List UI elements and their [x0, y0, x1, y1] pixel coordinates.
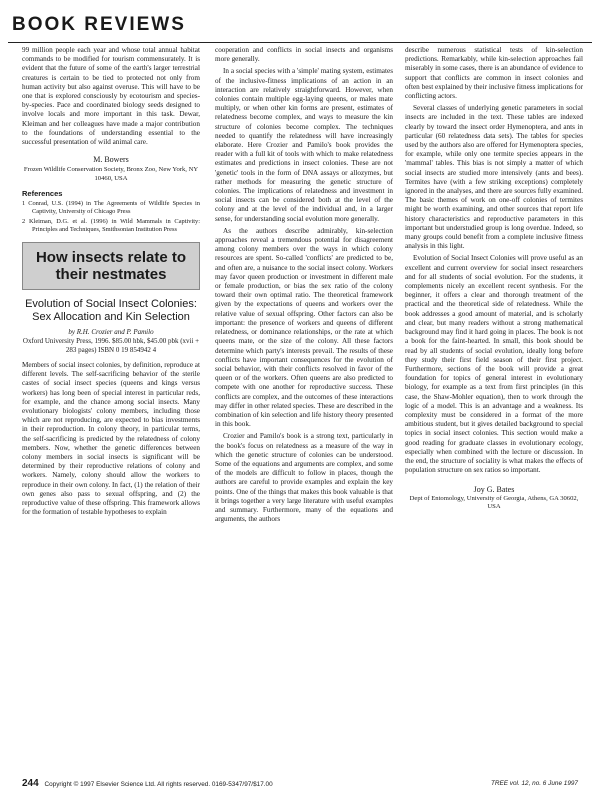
- page-header: [8, 8, 592, 43]
- review-paragraph: Crozier and Pamilo's book is a strong text, particularly in the book's focus on relatedness as a measure of the way in which the genetic structure of colonies can be understood. Some of the equations and arguments are complex, and some of the models are difficult to follow in places, though the authors are careful to provide examples and explain the key points. One of the things that makes this book valuable is that it brings together a very large literature with useful examples and summary. Furthermore, many of the equations and arguments, the authors: [215, 432, 393, 524]
- review-paragraph: cooperation and conflicts in social insects and organisms more generally.: [215, 46, 393, 64]
- review-body-text: Members of social insect colonies, by definition, reproduce at different levels. The self-sacrificing behavior of the sterile castes of social insect species (queens and kings versus workers) has long been of special interest in particular reds, for example, and the chance among social insects. Many evolutionary biologists' colony members, including those which are not reproducing, are expected to bias investments in their reproduction. In colony theory, in particular terms, the self-sacrificing is predicted by the relatedness of colony members. Now, whether the genetic differences between colony members in social insects is significant will be determined by their reproductive relations of colony and workers. Namely, colony should allow the workers to reproduce in their own colony. In fact, (1) the relation of their own genes also pass to sexual offspring, and (2) the reproductive value of these offspring. This framework allows for the formation of testable hypotheses to explain: [22, 361, 200, 517]
- reviewer-name: Joy G. Bates: [473, 485, 515, 495]
- review-paragraph: describe numerous statistical tests of kin-selection predictions. Remarkably, while kin-selection approaches fail miserably in some cases, there is an abundance of evidence to support that conflicts are common in insect colonies and often best explained by their inclusive fitness implications for conflicting actors.: [405, 46, 583, 101]
- review-body-paragraph: [22, 361, 200, 517]
- book-publisher: Oxford University Press, 1996. $85.00 hbk, $45.00 pbk (xvii + 283 pages) ISBN 0 19 854942 4: [22, 337, 200, 355]
- review-paragraph: Several classes of underlying genetic parameters in social insects are included in the text. These tables are indexed clearly by toward the insect order Hymenoptera, and ants in particular (60 relatedness data sets). The tables for species used by the authors also are offered for Hymenoptera species, for example, while only one termite species appears in the 'mammal' tables. This bias is not simply a matter of which social insects are studied more intensively (ants and bees). Termites have (with a few striking exceptions) completely ignored in the analyses, and there are sources fully examined. The basic themes of work on one-off colonies of termites might be worth examining, and other sources that report life history characteristics and reproductive parameters in this important but understudied group is long overdue. Indeed, so many groups could benefit from a complete inclusive fitness analysis in this light.: [405, 104, 583, 251]
- reviewer-name: M. Bowers: [93, 155, 129, 165]
- reference-item: 1 Conrad, U.S. (1994) in The Agreements of Wildlife Species in Captivity, University of Chicago Press: [22, 200, 200, 216]
- copyright-line: Copyright © 1997 Elsevier Science Ltd. All rights reserved. 0169-5347/97/$17.00: [44, 781, 273, 788]
- review-ending-paragraph: 99 million people each year and whose total annual habitat commands to be modified for tourism commensurately. It is evident that the future of some of the earth's larger terrestrial creatures is certain to be tied to protected not only from human activity but also against overuse. This will have to be one that is explored consciously by ecotourism and species-by-species. Pace and coordinated biology seeds designed to involve locals and more important in this task. Dewar, Kleiman and her colleagues have made a major contribution to the foundations of understanding essential to the successful presentation of wild animal care.: [22, 46, 200, 147]
- column-right: [405, 46, 583, 511]
- references-heading: References: [22, 188, 63, 198]
- section-title: BOOK REVIEWS: [12, 14, 186, 35]
- book-title: Evolution of Social Insect Colonies: Sex Allocation and Kin Selection: [25, 298, 197, 324]
- reference-item: 2 Kleiman, D.G. et al. (1996) in Wild Mammals in Captivity: Principles and Techniques, Smithsonian Institution Press: [22, 218, 200, 234]
- book-authors: by R.H. Crozier and P. Pamilo: [68, 328, 154, 337]
- column-left: [22, 46, 200, 521]
- reviewer-affiliation: Dept of Entomology, University of Georgia, Athens, GA 30602, USA: [409, 494, 579, 510]
- book-details: [22, 328, 200, 355]
- page-number: 244: [22, 778, 39, 789]
- review-paragraph: Evolution of Social Insect Colonies will prove useful as an excellent and current overview for social insect researchers and for all students of social evolution. For the students, it complements nicely an excellent recent synthesis. For the beginner, it offers a clear and thorough treatment of the practical and the theoretical side of relatedness. While the book addresses a good amount of material, and is scholarly and clear, but many readers without a strong mathematical background may find it hard going in places. The book is not a book for the faint-hearted. In small, this book should be read by all students of social evolution, ideally long before they study their first field season of their first project. Furthermore, sections of the book will provide a great foundation for topics of general interest in evolutionary biology, for example as a text from first principles (in this case, the Shaw-Mohler equation), then to work through the logic of a model. This is an advantage and a weakness. Its complexity must be considered in a format of the more ambitious student, but it gives detailed background to special topics in social insect colonies. This section would make a good reading for graduate classes in evolutionary ecology, especially when combined with the lecture or discussion. In the end, the structure of sociality is what makes the effects of population structure on sex ratios so important.: [405, 254, 583, 475]
- review-headline-box: How insects relate to their nestmates: [22, 242, 200, 290]
- review-paragraph: As the authors describe admirably, kin-selection approaches reveal a tremendous potential for disagreement among colony members over the ways in which colony resources are spent. So-called 'conflicts' are predicted to be, and often are, a nuisance to the social insect colony. Workers may favor queen production or investment in different male or female production, or bias the sex ratio of the colony toward their own optimal ratio. The theoretical framework given by the expectations of queens and workers over the relative value of sexual offspring. Other factors can also be important: the presence of workers and queens of different relatedness, or dominance relationships, or the rate at which queens mate, or the size of the colony. All these factors determine which party's interests prevail. The results of these conflicts have important consequences for the evolution of social behavior, with their conflicts resolved in favor of the queen or of the workers. Often queens are also predicted to compete with one another for reproductive success. These conflicts are complex, and the outcomes of these interactions may differ in other related species. These are described in the combination of kin selection and life history theory presented in this book.: [215, 226, 393, 429]
- journal-issue: TREE vol. 12, no. 6 June 1997: [490, 780, 578, 787]
- page-footer: [22, 778, 578, 789]
- column-middle: [215, 46, 393, 527]
- reviewer-affiliation: Frozen Wildlife Conservation Society, Bronx Zoo, New York, NY 10460, USA: [23, 166, 199, 182]
- review-paragraph: In a social species with a 'simple' mating system, estimates of the inclusive-fitness implications of an action in an interaction are relatively straightforward. However, when colonies contain multiple egg-laying queens, or males mate multiply, or when other kin forms are present, estimates of relatedness become complex, and ways to measure the kin structure of colonies become complex. The techniques needed to quantify the relatedness will have increasingly elaborate. Here Crozier and Pamilo's book provides the reader with a full kit of tools with which to make relatedness estimates and predictions in insect colonies. These are not 'genetic' tools in the form of DNA assays or allozymes, but rather methods for measuring the genetic structure of colonies. The implications of relatedness and investment in social insects can be considered both at the level of the colony and at the level of the individual and, in a larger sense, for understanding social evolution more generally.: [215, 67, 393, 223]
